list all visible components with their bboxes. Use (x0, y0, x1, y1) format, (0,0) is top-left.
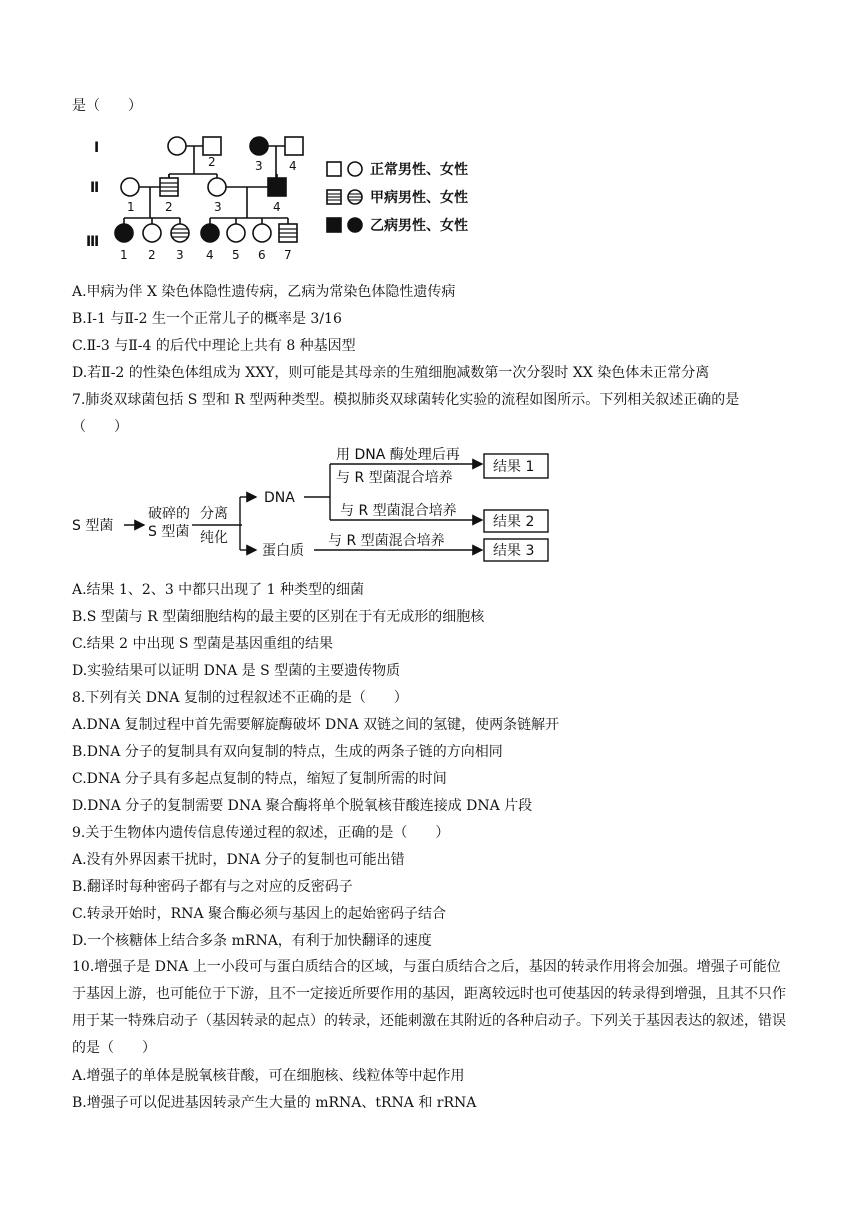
q7-option-d: D.实验结果可以证明 DNA 是 S 型菌的主要遗传物质 (72, 663, 401, 679)
gen2-num-1: 1 (127, 200, 135, 214)
gen1-num-2: 2 (208, 155, 216, 169)
flow-branch1-line1: 用 DNA 酶处理后再 (336, 447, 460, 463)
flow-separate-line1: 分离 (200, 506, 228, 522)
pedigree-chart (80, 128, 500, 268)
flow-branch2: 与 R 型菌混合培养 (340, 503, 457, 519)
q6-option-a: A.甲病为伴 X 染色体隐性遗传病，乙病为常染色体隐性遗传病 (72, 284, 456, 300)
q8-stem: 8.下列有关 DNA 复制的过程叙述不正确的是（ ） (72, 690, 408, 706)
q6-option-c: C.Ⅱ-3 与Ⅱ-4 的后代中理论上共有 8 种基因型 (72, 338, 356, 354)
q10-option-a: A.增强子的单体是脱氧核苷酸，可在细胞核、线粒体等中起作用 (72, 1068, 465, 1084)
gen-label-1: Ⅰ (94, 140, 100, 156)
legend-yi-female-icon (348, 218, 362, 232)
gen3-num-6: 6 (258, 248, 266, 262)
flow-protein: 蛋白质 (262, 543, 304, 559)
flow-branch1-line2: 与 R 型菌混合培养 (336, 470, 453, 486)
legend-yi-label: 乙病男性、女性 (370, 218, 468, 234)
result-2-label: 结果 2 (493, 514, 535, 530)
legend-normal-label: 正常男性、女性 (370, 162, 468, 178)
q8-option-d: D.DNA 分子的复制需要 DNA 聚合酶将单个脱氧核苷酸连接成 DNA 片段 (72, 798, 533, 814)
q9-stem: 9.关于生物体内遗传信息传递过程的叙述，正确的是（ ） (72, 825, 450, 841)
result-1-label: 结果 1 (493, 459, 535, 475)
gen2-female-1 (121, 178, 139, 196)
gen1-num-4: 4 (289, 159, 297, 173)
gen-label-3: Ⅲ (86, 234, 100, 250)
legend-normal-male-icon (327, 162, 341, 176)
flow-branch3: 与 R 型菌混合培养 (328, 533, 445, 549)
gen3-female-6 (253, 224, 271, 242)
flow-broken-line1: 破碎的 (148, 506, 190, 522)
transformation-flow-diagram (72, 444, 552, 574)
gen3-female-5 (227, 224, 245, 242)
flow-dna: DNA (264, 490, 295, 506)
q7-option-c: C.结果 2 中出现 S 型菌是基因重组的结果 (72, 636, 333, 652)
gen2-num-2: 2 (165, 200, 173, 214)
q8-option-c: C.DNA 分子具有多起点复制的特点，缩短了复制所需的时间 (72, 771, 447, 787)
q9-option-d: D.一个核糖体上结合多条 mRNA，有利于加快翻译的速度 (72, 933, 432, 949)
gen3-female-1 (115, 224, 133, 242)
gen2-female-3 (208, 178, 226, 196)
gen3-num-7: 7 (284, 248, 292, 262)
gen3-num-3: 3 (176, 248, 184, 262)
flow-broken-line2: S 型菌 (148, 524, 190, 540)
legend-normal-female-icon (348, 162, 362, 176)
flow-s-bacteria: S 型菌 (72, 518, 114, 534)
q6-stem-tail: 是（ ） (72, 98, 142, 114)
gen3-num-4: 4 (206, 248, 214, 262)
q6-option-d: D.若Ⅱ-2 的性染色体组成为 XXY，则可能是其母亲的生殖细胞减数第一次分裂时 XX 染色体未正常分离 (72, 365, 710, 381)
q7-stem: 7.肺炎双球菌包括 S 型和 R 型两种类型。模拟肺炎双球菌转化实验的流程如图所示。下列相关叙述正确的是 (72, 392, 740, 408)
gen-label-2: Ⅱ (90, 180, 100, 196)
legend-yi-male-icon (327, 218, 341, 232)
gen3-num-1: 1 (120, 248, 128, 262)
gen1-female-3 (250, 137, 268, 155)
gen2-male-4 (268, 178, 286, 196)
q9-option-c: C.转录开始时，RNA 聚合酶必须与基因上的起始密码子结合 (72, 906, 447, 922)
q8-option-b: B.DNA 分子的复制具有双向复制的特点，生成的两条子链的方向相同 (72, 744, 503, 760)
gen3-female-2 (143, 224, 161, 242)
q10-option-b: B.增强子可以促进基因转录产生大量的 mRNA、tRNA 和 rRNA (72, 1095, 477, 1111)
gen1-female-1 (168, 137, 186, 155)
gen3-female-4 (201, 224, 219, 242)
gen1-male-2 (203, 137, 221, 155)
gen3-num-2: 2 (148, 248, 156, 262)
q6-option-b: B.Ⅰ-1 与Ⅱ-2 生一个正常儿子的概率是 3/16 (72, 311, 342, 327)
q9-option-a: A.没有外界因素干扰时，DNA 分子的复制也可能出错 (72, 852, 405, 868)
q7-option-b: B.S 型菌与 R 型菌细胞结构的最主要的区别在于有无成形的细胞核 (72, 609, 485, 625)
q9-option-b: B.翻译时每种密码子都有与之对应的反密码子 (72, 879, 353, 895)
gen1-num-3: 3 (255, 159, 263, 173)
q8-option-a: A.DNA 复制过程中首先需要解旋酶破坏 DNA 双链之间的氢键，使两条链解开 (72, 717, 560, 733)
legend-jia-label: 甲病男性、女性 (370, 190, 468, 206)
q7-option-a: A.结果 1、2、3 中都只出现了 1 种类型的细菌 (72, 582, 364, 598)
q10-stem: 10.增强子是 DNA 上一小段可与蛋白质结合的区域，与蛋白质结合之后，基因的转录作用将会加强。增强子可能位于基因上游，也可能位于下游，且不一定接近所要作用的基因，距离较远时也可使基因的转录得到增强，且其不只作用于某一特殊启动子（基因转录的起点）的转录，还能刺激在其附近的各种启动子。下列关于基因表达的叙述，错误的是（ ） (72, 959, 786, 1056)
gen3-num-5: 5 (232, 248, 240, 262)
gen2-num-4: 4 (273, 200, 281, 214)
gen1-male-4 (285, 137, 303, 155)
gen2-num-3: 3 (214, 200, 222, 214)
result-3-label: 结果 3 (493, 543, 535, 559)
flow-separate-line2: 纯化 (200, 530, 228, 546)
q7-stem-tail: （ ） (72, 419, 128, 435)
